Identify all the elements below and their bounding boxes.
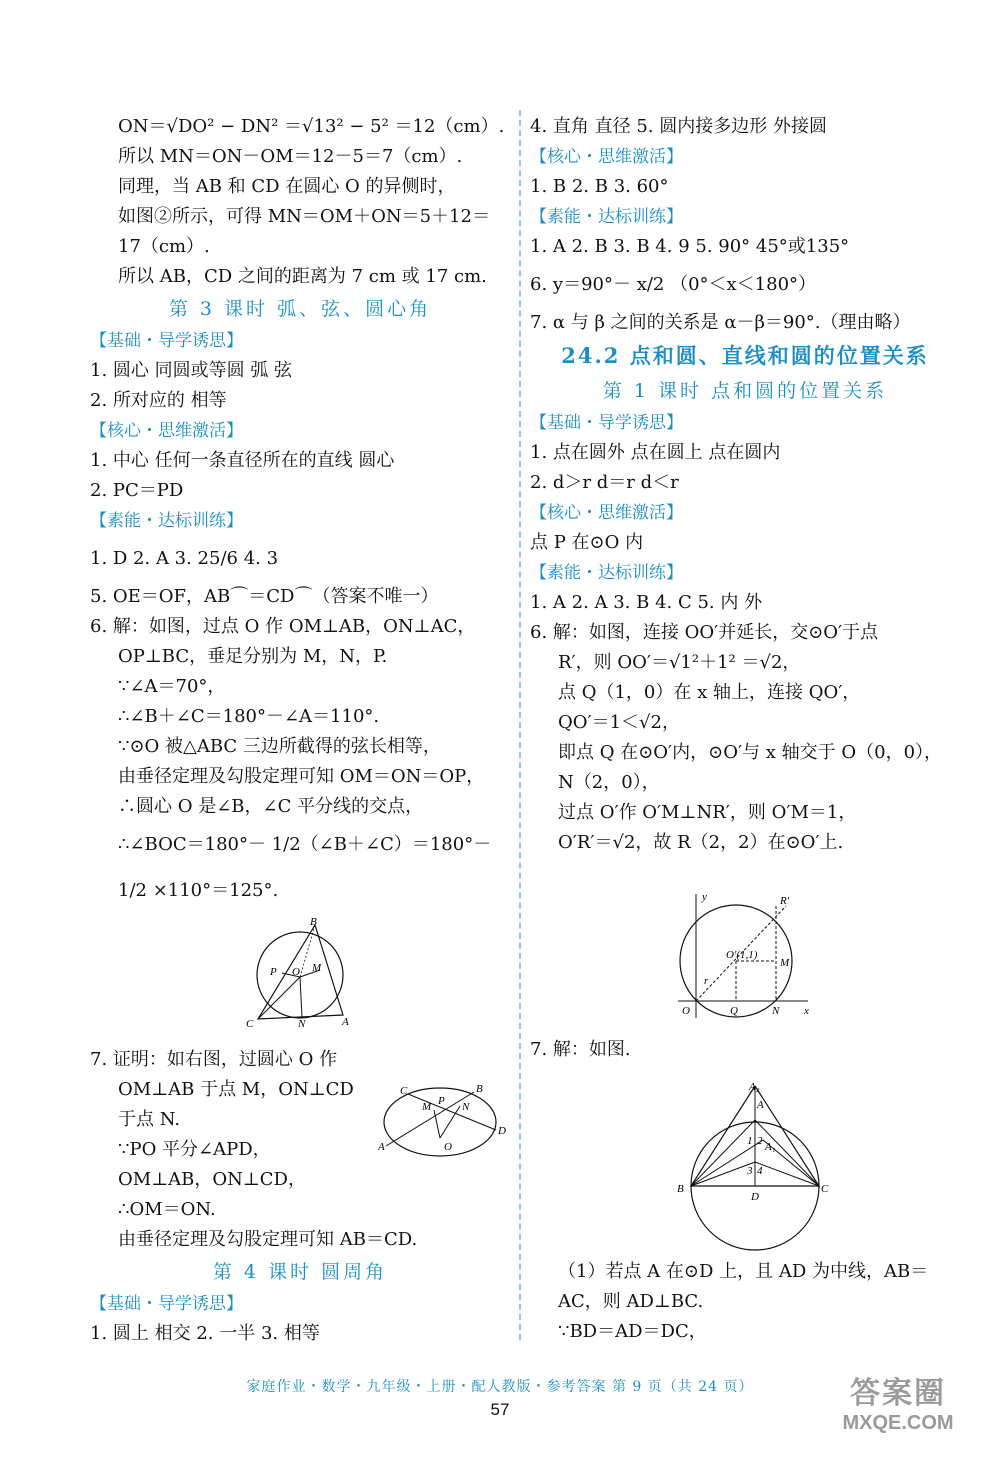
fig2-label: N (462, 1101, 470, 1113)
answer-line: 1. D 2. A 3. 25/6 4. 3 (90, 548, 279, 569)
figure-isosceles-circle (675, 1080, 835, 1259)
answer-line: 1. A 2. A 3. B 4. C 5. 内 外 (530, 592, 763, 613)
fig3-label: R′ (780, 895, 790, 907)
column-divider (519, 110, 521, 1340)
answer-line: 2. PC＝PD (90, 480, 184, 501)
section-tag: 【核心・思维激活】 (90, 421, 243, 441)
fig1-label: A (342, 1016, 349, 1028)
fig1-label: N (298, 1018, 306, 1030)
answer-line: 1. 圆上 相交 2. 一半 3. 相等 (90, 1323, 320, 1344)
fig2-label: P (438, 1095, 445, 1107)
answer-line: ∵∠A＝70°， (118, 676, 226, 697)
section-tag: 【素能・达标训练】 (530, 207, 683, 227)
section-tag: 【基础・导学诱思】 (90, 331, 243, 351)
section-tag: 【素能・达标训练】 (530, 563, 683, 583)
fig3-label: y (702, 891, 707, 903)
section-tag: 【核心・思维激活】 (530, 147, 683, 167)
answer-line: 5. OE＝OF，AB⌒＝CD⌒（答案不唯一） (90, 586, 439, 607)
answer-line: 1. 点在圆外 点在圆上 点在圆内 (530, 442, 781, 463)
answer-line: 2. 所对应的 相等 (90, 390, 227, 411)
fig2-label: A (378, 1141, 385, 1153)
answer-line: OP⊥BC，垂足分别为 M，N，P. (118, 646, 388, 667)
section-tag: 【素能・达标训练】 (90, 511, 243, 531)
answer-line: 4. 直角 直径 5. 圆内接多边形 外接圆 (530, 116, 827, 137)
answer-line: （1）若点 A 在⊙D 上，且 AD 为中线，AB＝ (558, 1261, 929, 1282)
answer-line: AC，则 AD⊥BC. (558, 1291, 704, 1312)
answer-line: 7. 解：如图. (530, 1039, 631, 1060)
fig4-label: B (677, 1183, 684, 1195)
answer-line: 于点 N. (118, 1109, 181, 1130)
fig4-label: A₁ (765, 1141, 776, 1153)
answer-line: OM⊥AB 于点 M，ON⊥CD (118, 1079, 354, 1100)
answer-line: O′R′＝√2，故 R（2，2）在⊙O′上. (558, 832, 844, 853)
watermark-url: MXQE.COM (842, 1412, 954, 1434)
fig1-label: C (246, 1018, 254, 1030)
section-title: 第 3 课时 弧、弦、圆心角 (168, 298, 432, 320)
text-line: 同理，当 AB 和 CD 在圆心 O 的异侧时， (118, 176, 456, 197)
fig1-label: P (270, 966, 277, 978)
fig3-label: O (682, 1005, 690, 1017)
fig4-label: D (751, 1191, 759, 1203)
page-number: 57 (490, 1400, 510, 1419)
text-line: ON＝√DO² − DN² ＝√13² − 5² ＝12（cm）. (118, 116, 505, 137)
fig2-label: M (422, 1101, 432, 1113)
figure-chords-circle (378, 1080, 513, 1164)
text-line: 17（cm）. (118, 236, 210, 257)
answer-line: 2. d＞r d＝r d＜r (530, 472, 679, 493)
fig3-label: O′(1,1) (726, 949, 758, 961)
answer-line: 点 Q（1，0）在 x 轴上，连接 QO′， (558, 682, 861, 703)
section-tag: 【基础・导学诱思】 (90, 1294, 243, 1314)
answer-line: ∴OM＝ON. (118, 1199, 216, 1220)
answer-line: 1. B 2. B 3. 60° (530, 176, 669, 197)
fig3-label: r (704, 975, 709, 987)
section-title: 第 4 课时 圆周角 (212, 1261, 388, 1283)
answer-line: 7. α 与 β 之间的关系是 α－β＝90°.（理由略） (530, 312, 911, 333)
left-column (90, 112, 510, 914)
fig3-label: Q (730, 1005, 738, 1017)
fig4-label: 4 (757, 1165, 763, 1177)
fig4-label: A₂ (749, 1081, 760, 1093)
section-tag: 【核心・思维激活】 (530, 503, 683, 523)
answer-line: 由垂径定理及勾股定理可知 AB＝CD. (118, 1229, 418, 1250)
right-column-q7 (530, 1035, 960, 1065)
fig2-label: C (400, 1085, 408, 1097)
section-title: 第 1 课时 点和圆的位置关系 (602, 380, 888, 402)
fig3-label: N (772, 1005, 780, 1017)
page-footer: 家庭作业・数学・九年级・上册・配人教版・参考答案 第 9 页（共 24 页） (246, 1379, 754, 1395)
answer-line: ∵BD＝AD＝DC， (558, 1321, 707, 1342)
answer-line: 6. y＝90°－ x/2 （0°＜x＜180°） (530, 274, 817, 295)
fig4-label: A (757, 1099, 764, 1111)
fig1-label: M (312, 962, 322, 974)
figure-coordinate-circle (668, 888, 818, 1027)
answer-line: 1/2 ×110°＝125°. (118, 880, 279, 901)
watermark-logo (818, 1368, 978, 1450)
answer-line: ∵PO 平分∠APD， (118, 1139, 271, 1160)
answer-line: 6. 解：如图，连接 OO′并延长，交⊙O′于点 (530, 622, 879, 643)
fig2-label: B (476, 1083, 483, 1095)
chapter-title: 24.2 点和圆、直线和圆的位置关系 (561, 343, 929, 368)
figure-triangle-circle (240, 915, 360, 1034)
fig3-label: M (780, 957, 790, 969)
section-tag: 【基础・导学诱思】 (530, 413, 683, 433)
answer-line: 即点 Q 在⊙O′内，⊙O′与 x 轴交于 O（0，0）， (558, 742, 943, 763)
answer-line: ∴∠BOC＝180°－ 1/2（∠B＋∠C）＝180°－ (118, 834, 492, 855)
answer-line: R′，则 OO′＝√1²＋1² ＝√2， (558, 652, 801, 673)
answer-line: 过点 O′作 O′M⊥NR′，则 O′M＝1， (558, 802, 857, 823)
right-column-lower (530, 1257, 960, 1347)
fig4-label: 3 (747, 1165, 753, 1177)
answer-line: OM⊥AB，ON⊥CD， (118, 1169, 306, 1190)
figure-isosceles-circle-svg (675, 1080, 835, 1255)
fig1-label: B (310, 916, 317, 928)
fig4-label: C (821, 1183, 829, 1195)
answer-line: 7. 证明：如右图，过圆心 O 作 (90, 1049, 338, 1070)
fig1-label: O (292, 966, 300, 978)
answer-line: 1. A 2. B 3. B 4. 9 5. 90° 45°或135° (530, 236, 850, 257)
watermark-title: 答案圈 (850, 1376, 946, 1411)
answer-line: N（2，0）， (558, 772, 660, 793)
answer-line: ∴∠B＋∠C＝180°－∠A＝110°. (118, 706, 380, 727)
answer-line: ∴圆心 O 是∠B，∠C 平分线的交点， (118, 796, 424, 817)
fig4-label: 1 (747, 1135, 753, 1147)
text-line: 所以 MN＝ON－OM＝12－5＝7（cm）. (118, 146, 463, 167)
fig2-label: O (444, 1141, 452, 1153)
answer-line: ∵⊙O 被△ABC 三边所截得的弦长相等， (118, 736, 441, 757)
answer-line: QO′＝1＜√2， (558, 712, 680, 733)
answer-line: 1. 中心 任何一条直径所在的直线 圆心 (90, 450, 395, 471)
right-column (530, 112, 960, 858)
fig4-label: 2 (757, 1135, 763, 1147)
figure-coordinate-circle-svg (668, 888, 818, 1023)
answer-line: 由垂径定理及勾股定理可知 OM＝ON＝OP， (118, 766, 485, 787)
text-line: 所以 AB，CD 之间的距离为 7 cm 或 17 cm. (118, 266, 487, 287)
figure-chords-circle-svg (378, 1080, 513, 1160)
answer-line: 点 P 在⊙O 内 (530, 532, 644, 553)
figure-triangle-circle-svg (240, 915, 360, 1030)
answer-line: 1. 圆心 同圆或等圆 弧 弦 (90, 360, 293, 381)
fig3-label: x (804, 1005, 809, 1017)
fig2-label: D (498, 1125, 506, 1137)
text-line: 如图②所示，可得 MN＝OM＋ON＝5＋12＝ (118, 206, 490, 227)
answer-line: 6. 解：如图，过点 O 作 OM⊥AB，ON⊥AC， (90, 616, 476, 637)
